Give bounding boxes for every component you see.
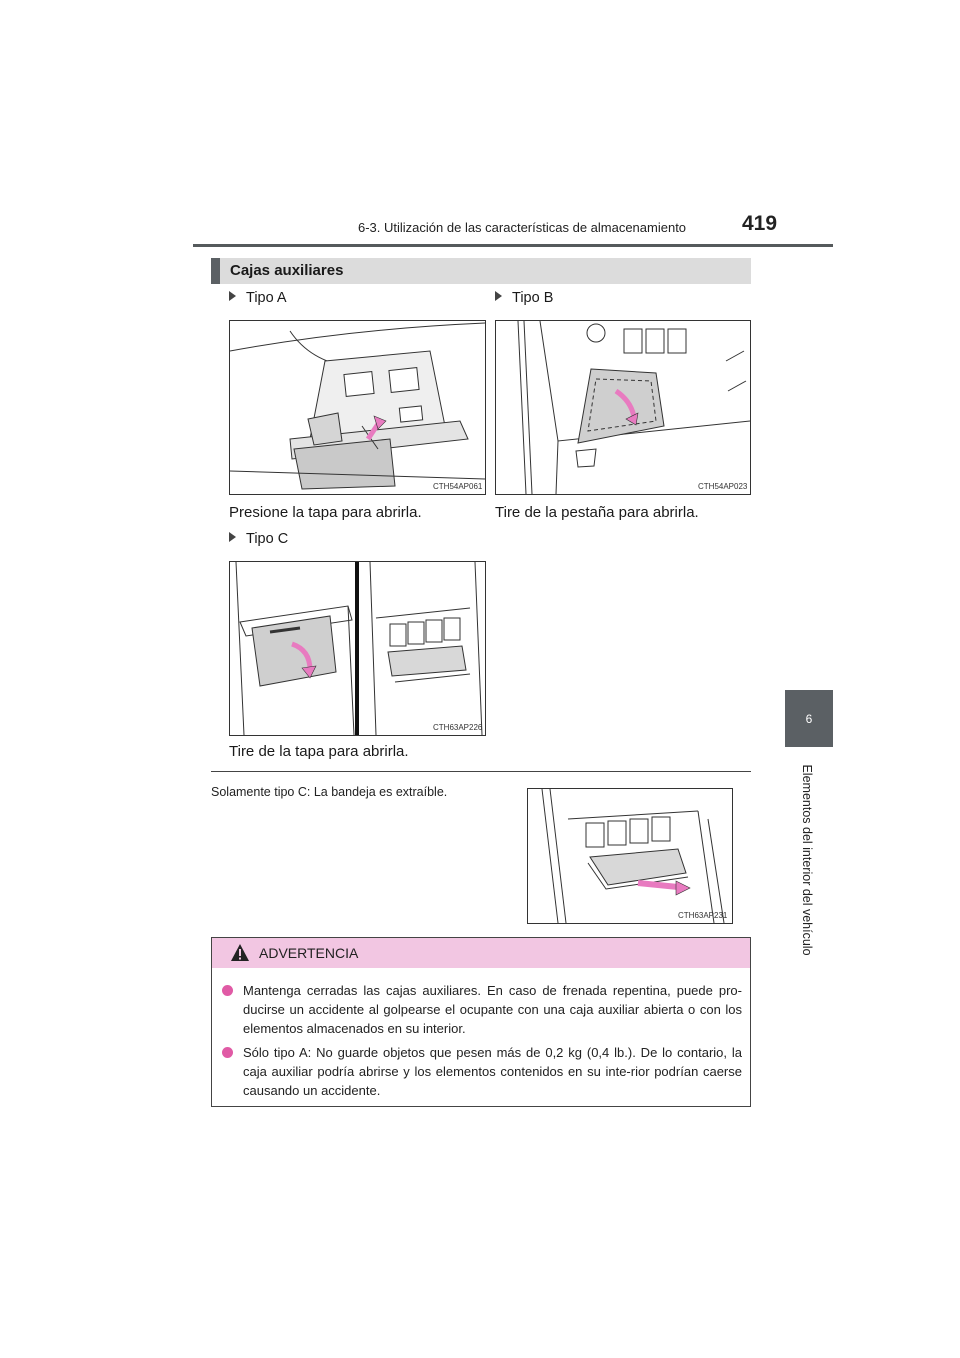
removable-tray-note: Solamente tipo C: La bandeja es extraíble.	[211, 785, 448, 799]
type-b-image-code: CTH54AP023	[698, 482, 748, 491]
warning-item: Mantenga cerradas las cajas auxiliares. En caso de frenada repentina, puede pro-ducirse un accidente al golpearse el ocupante con una caja auxiliar abierta o con los elementos almacenados en su interior.	[222, 981, 742, 1038]
removable-tray-image-code: CTH63AP231	[678, 911, 728, 920]
type-a-image-code: CTH54AP061	[433, 482, 483, 491]
warning-box	[211, 937, 751, 1107]
running-header-title: 6-3. Utilización de las características de almacenamiento	[358, 220, 687, 235]
type-c-label: Tipo C	[229, 531, 288, 547]
type-a-illustration	[229, 320, 486, 495]
page-number: 419	[742, 212, 778, 235]
chapter-tab[interactable]	[785, 690, 833, 747]
removable-tray-illustration	[527, 788, 733, 924]
type-a-label: Tipo A	[229, 290, 287, 306]
type-b-label: Tipo B	[495, 290, 553, 306]
section-heading-title: Cajas auxiliares	[230, 262, 344, 279]
chapter-side-title-text: Elementos del interior del vehículo	[800, 764, 814, 956]
type-c-image-code: CTH63AP226	[433, 723, 483, 732]
header-rule	[193, 244, 833, 247]
type-a-caption: Presione la tapa para abrirla.	[229, 504, 422, 521]
section-heading-marker	[211, 258, 220, 284]
triangle-bullet-icon	[495, 291, 502, 301]
type-c-caption: Tire de la tapa para abrirla.	[229, 743, 409, 760]
warning-item: Sólo tipo A: No guarde objetos que pesen más de 0,2 kg (0,4 lb.). De lo contario, la caja auxiliar podría abrirse y los elementos contenidos en su inte-rior podrían caerse causando un accidente.	[222, 1043, 742, 1100]
section-separator	[211, 771, 751, 772]
bullet-icon	[222, 985, 233, 996]
warning-triangle-icon	[230, 943, 250, 962]
triangle-bullet-icon	[229, 291, 236, 301]
warning-header	[212, 938, 750, 968]
chapter-side-title	[797, 762, 817, 958]
type-b-caption: Tire de la pestaña para abrirla.	[495, 504, 699, 521]
section-heading	[211, 258, 751, 284]
type-b-illustration	[495, 320, 751, 495]
triangle-bullet-icon	[229, 532, 236, 542]
type-c-illustration	[229, 561, 486, 736]
warning-title: ADVERTENCIA	[259, 945, 359, 961]
bullet-icon	[222, 1047, 233, 1058]
chapter-number: 6	[805, 711, 813, 726]
